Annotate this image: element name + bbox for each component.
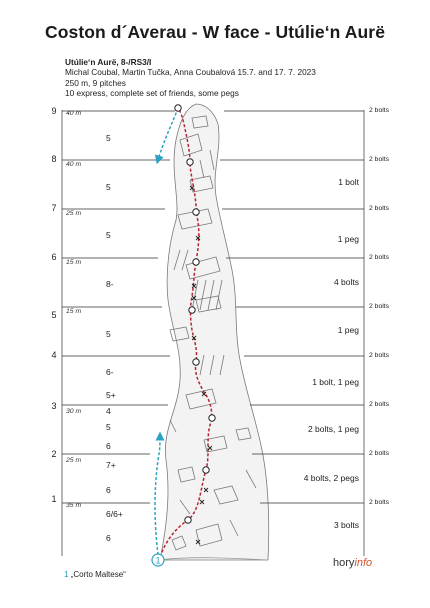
pitch-grade: 5 — [106, 133, 111, 143]
pitch-length: 25 m — [66, 210, 82, 217]
page-title: Coston d´Averau - W face - Utúlie‘n Aurë — [44, 22, 386, 42]
pitch-grade: 5+ — [106, 390, 116, 400]
pitch-grade: 6- — [106, 367, 114, 377]
pitch-anchor: 2 bolts — [369, 254, 390, 261]
pitch-number: 8 — [51, 154, 57, 164]
pitch-number: 2 — [51, 449, 57, 459]
logo-main: hory — [333, 557, 355, 569]
pitch-anchor: 2 bolts — [369, 303, 390, 310]
legend-text: „Corto Maltese“ — [70, 570, 126, 579]
pitch-numbers — [51, 106, 56, 504]
pitch-grades — [106, 133, 123, 543]
legend — [64, 570, 126, 579]
pitch-anchor: 2 bolts — [369, 352, 390, 359]
pitch-number: 7 — [51, 203, 57, 213]
rock-face — [160, 104, 269, 560]
pitch-grade: 7+ — [106, 460, 116, 470]
legend-marker: 1 — [64, 570, 69, 579]
pitch-anchor: 2 bolts — [369, 107, 390, 114]
variant-start-number: 1 — [155, 555, 161, 566]
route-length: 250 m, 9 pitches — [65, 77, 126, 88]
pitch-lengths — [65, 110, 81, 509]
pitch-length: 25 m — [66, 457, 82, 464]
pitch-protection-text: 1 peg — [337, 234, 359, 244]
pitch-grade: 5 — [106, 422, 111, 432]
logo-accent: info — [354, 557, 373, 569]
pitch-protection-text: 4 bolts, 2 pegs — [303, 473, 359, 483]
route-gear: 10 express, complete set of friends, some pegs — [65, 88, 239, 99]
pitch-protection-text: 4 bolts — [333, 277, 359, 287]
variant-route-line — [155, 436, 160, 555]
pitch-protection-text: 1 bolt, 1 peg — [312, 377, 359, 387]
pitch-length: 15 m — [66, 259, 82, 266]
pitch-grade: 6 — [106, 533, 111, 543]
pitch-number: 3 — [51, 401, 57, 411]
pitch-protection-text: 3 bolts — [333, 520, 359, 530]
pitch-number: 9 — [51, 106, 57, 116]
pitch-anchor: 2 bolts — [369, 499, 390, 506]
pitch-grade: 6/6+ — [106, 509, 123, 519]
pitch-anchors — [369, 107, 390, 506]
pitch-anchor: 2 bolts — [369, 401, 390, 408]
route-authors: Michal Coubal, Martin Tučka, Anna Coubalová 15.7. and 17. 7. 2023 — [65, 67, 316, 78]
pitch-length: 35 m — [66, 502, 82, 509]
pitch-protection-text: 2 bolts, 1 peg — [307, 424, 359, 434]
pitch-number: 5 — [51, 310, 57, 320]
pitch-grade: 6 — [106, 485, 111, 495]
pitch-grade: 4 — [106, 406, 111, 416]
pitch-grade: 6 — [106, 441, 111, 451]
pitch-number: 6 — [51, 252, 57, 262]
pitch-number: 4 — [51, 350, 57, 360]
pitch-length: 15 m — [66, 308, 82, 315]
route-name: Utúlie‘n Aurë, 8-/RS3/I — [65, 57, 152, 67]
pitch-grade: 5 — [106, 329, 111, 339]
pitch-length: 40 m — [66, 161, 82, 168]
pitch-grade: 5 — [106, 230, 111, 240]
pitch-protection — [304, 177, 360, 530]
pitch-protection-text: 1 peg — [337, 325, 359, 335]
pitch-anchor: 2 bolts — [369, 450, 390, 457]
pitch-number: 1 — [51, 494, 57, 504]
pitch-length: 40 m — [66, 110, 82, 117]
pitch-grade: 8- — [106, 279, 114, 289]
pitch-protection-text: 1 bolt — [338, 177, 359, 187]
pitch-anchor: 2 bolts — [369, 156, 390, 163]
pitch-length: 30 m — [66, 408, 82, 415]
logo — [333, 557, 372, 569]
pitch-anchor: 2 bolts — [369, 205, 390, 212]
pitch-grade: 5 — [106, 182, 111, 192]
